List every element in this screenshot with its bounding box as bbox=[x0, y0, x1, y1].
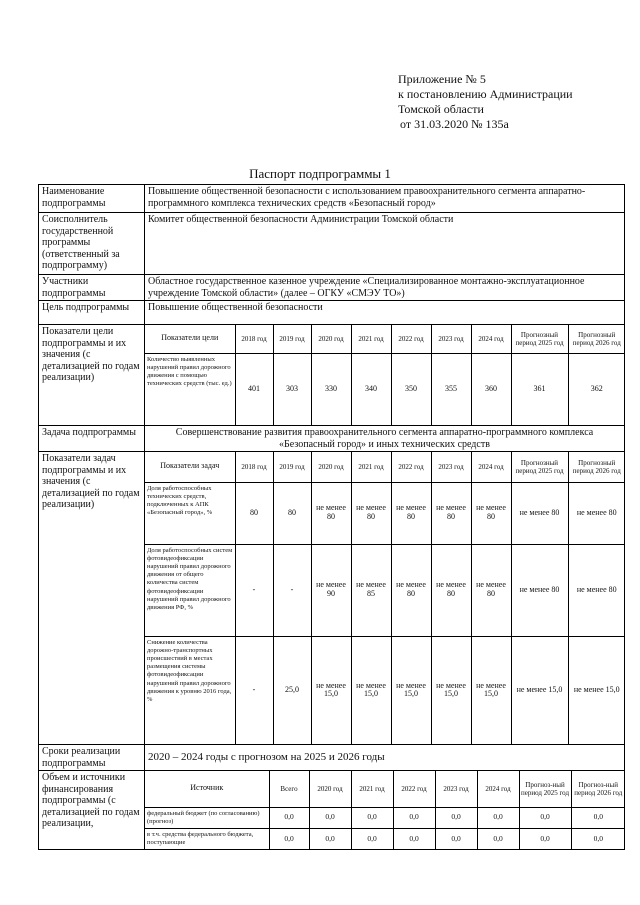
finance-2-2026: 0,0 bbox=[571, 828, 625, 849]
goal-header-2022: 2022 год bbox=[391, 325, 431, 353]
task-header-2025: Прогнозный период 2025 год bbox=[511, 452, 568, 482]
task-1-2026: не менее 80 bbox=[568, 482, 625, 544]
finance-header-source: Источник bbox=[145, 771, 269, 807]
finance-cell bbox=[145, 771, 625, 850]
finance-header-2023: 2023 год bbox=[435, 771, 477, 807]
task-2-2025: не менее 80 bbox=[511, 544, 568, 636]
task-header-2024: 2024 год bbox=[471, 452, 511, 482]
task-1-2020: не менее 80 bbox=[311, 482, 351, 544]
task-1-2018: 80 bbox=[235, 482, 273, 544]
task-header-2021: 2021 год bbox=[351, 452, 391, 482]
task-header-indicator: Показатели задач bbox=[145, 452, 235, 482]
goal-indicators-label: Показатели цели подпрограммы и их значения (с детализацией по годам реализации) bbox=[39, 325, 145, 426]
name-label: Наименование подпрограммы bbox=[39, 185, 145, 213]
document-title: Паспорт подпрограммы 1 bbox=[249, 166, 391, 181]
task-label: Задача подпрограммы bbox=[39, 426, 145, 452]
coexecutor-label: Соисполнитель государственной программы (ответственный за подпрограмму) bbox=[39, 213, 145, 275]
finance-1-2022: 0,0 bbox=[393, 807, 435, 828]
finance-1-2020: 0,0 bbox=[309, 807, 351, 828]
appendix-line-3: Томской области bbox=[398, 102, 484, 116]
finance-row-2 bbox=[145, 828, 625, 849]
finance-header-row bbox=[145, 771, 625, 807]
finance-2-2023: 0,0 bbox=[435, 828, 477, 849]
task-2-2022: не менее 80 bbox=[391, 544, 431, 636]
finance-table bbox=[145, 771, 625, 849]
finance-header-2024: 2024 год bbox=[477, 771, 519, 807]
task-2-2026: не менее 80 bbox=[568, 544, 625, 636]
task-1-2024: не менее 80 bbox=[471, 482, 511, 544]
task-header-2020: 2020 год bbox=[311, 452, 351, 482]
appendix-block bbox=[398, 72, 573, 132]
task-2-2021: не менее 85 bbox=[351, 544, 391, 636]
goal-value-2025: 361 bbox=[511, 353, 568, 425]
finance-2-total: 0,0 bbox=[269, 828, 309, 849]
appendix-line-1: Приложение № 5 bbox=[398, 72, 486, 86]
finance-2-2021: 0,0 bbox=[351, 828, 393, 849]
finance-1-source: федеральный бюджет (по согласованию) (прогноз) bbox=[145, 807, 269, 828]
finance-1-2026: 0,0 bbox=[571, 807, 625, 828]
finance-1-total: 0,0 bbox=[269, 807, 309, 828]
task-2-2018: - bbox=[235, 544, 273, 636]
task-2-indicator: Доля работоспособных систем фотовидеофиксации нарушений правил дорожного движения от общего количества систем фотовидеофиксации нарушений правил дорожного движения РФ, % bbox=[145, 544, 235, 636]
participants-value: Областное государственное казенное учреждение «Специализированное монтажно-эксплуатационное учреждение Томской области» (далее – ОГКУ «СМЭУ ТО») bbox=[145, 275, 625, 301]
task-3-2019: 25,0 bbox=[273, 636, 311, 744]
terms-value: 2020 – 2024 годы с прогнозом на 2025 и 2026 годы bbox=[145, 745, 625, 771]
task-3-indicator: Снижение количества дорожно-транспортных происшествий в местах размещения системы фотовидеофиксации нарушений правил дорожного движения к уровню 2016 года, % bbox=[145, 636, 235, 744]
finance-header-2025: Прогноз-ный период 2025 год bbox=[519, 771, 571, 807]
task-row-2 bbox=[145, 544, 625, 636]
task-header-2026: Прогнозный период 2026 год bbox=[568, 452, 625, 482]
finance-1-2021: 0,0 bbox=[351, 807, 393, 828]
goal-indicator-name: Количество выявленных нарушений правил дорожного движения с помощью технических средств (тыс. ед.) bbox=[145, 353, 235, 425]
task-1-2022: не менее 80 bbox=[391, 482, 431, 544]
finance-2-2022: 0,0 bbox=[393, 828, 435, 849]
task-2-2019: - bbox=[273, 544, 311, 636]
goal-indicators-cell bbox=[145, 325, 625, 426]
finance-header-total: Всего bbox=[269, 771, 309, 807]
finance-2-2020: 0,0 bbox=[309, 828, 351, 849]
goal-header-2023: 2023 год bbox=[431, 325, 471, 353]
goal-value-2021: 340 bbox=[351, 353, 391, 425]
goal-value: Повышение общественной безопасности bbox=[145, 301, 625, 325]
finance-2-source: в т.ч. средства федерального бюджета, поступающие bbox=[145, 828, 269, 849]
goal-value-2026: 362 bbox=[568, 353, 625, 425]
task-3-2021: не менее 15,0 bbox=[351, 636, 391, 744]
task-1-2025: не менее 80 bbox=[511, 482, 568, 544]
task-header-row bbox=[145, 452, 625, 482]
name-value: Повышение общественной безопасности с использованием правоохранительного сегмента аппаратно-программного комплекса технических средств «Безопасный город» bbox=[145, 185, 625, 213]
goal-value-2023: 355 bbox=[431, 353, 471, 425]
goal-value-2019: 303 bbox=[273, 353, 311, 425]
goal-header-2025: Прогнозный период 2025 год bbox=[511, 325, 568, 353]
finance-2-2024: 0,0 bbox=[477, 828, 519, 849]
goal-header-indicator: Показатели цели bbox=[145, 325, 235, 353]
goal-value-2020: 330 bbox=[311, 353, 351, 425]
task-indicators-table bbox=[145, 452, 625, 744]
task-1-2019: 80 bbox=[273, 482, 311, 544]
goal-header-2019: 2019 год bbox=[273, 325, 311, 353]
finance-1-2024: 0,0 bbox=[477, 807, 519, 828]
appendix-line-4: от 31.03.2020 № 135а bbox=[400, 117, 509, 131]
finance-header-2021: 2021 год bbox=[351, 771, 393, 807]
task-3-2025: не менее 15,0 bbox=[511, 636, 568, 744]
task-row-3 bbox=[145, 636, 625, 744]
task-header-2022: 2022 год bbox=[391, 452, 431, 482]
appendix-line-2: к постановлению Администрации bbox=[398, 87, 573, 101]
finance-2-2025: 0,0 bbox=[519, 828, 571, 849]
goal-data-row bbox=[145, 353, 625, 425]
finance-label: Объем и источники финансирования подпрограммы (с детализацией по годам реализации, bbox=[39, 771, 145, 850]
goal-header-2026: Прогнозный период 2026 год bbox=[568, 325, 625, 353]
task-3-2022: не менее 15,0 bbox=[391, 636, 431, 744]
task-3-2020: не менее 15,0 bbox=[311, 636, 351, 744]
task-1-2023: не менее 80 bbox=[431, 482, 471, 544]
task-1-indicator: Доля работоспособных технических средств, подключенных к АПК «Безопасный город», % bbox=[145, 482, 235, 544]
task-header-2018: 2018 год bbox=[235, 452, 273, 482]
passport-table bbox=[38, 184, 625, 850]
task-indicators-cell bbox=[145, 452, 625, 745]
finance-1-2023: 0,0 bbox=[435, 807, 477, 828]
task-2-2020: не менее 90 bbox=[311, 544, 351, 636]
task-row-1 bbox=[145, 482, 625, 544]
goal-value-2024: 360 bbox=[471, 353, 511, 425]
goal-header-row bbox=[145, 325, 625, 353]
task-3-2023: не менее 15,0 bbox=[431, 636, 471, 744]
task-1-2021: не менее 80 bbox=[351, 482, 391, 544]
goal-value-2018: 401 bbox=[235, 353, 273, 425]
goal-indicators-table bbox=[145, 325, 625, 425]
goal-header-2020: 2020 год bbox=[311, 325, 351, 353]
terms-label: Сроки реализации подпрограммы bbox=[39, 745, 145, 771]
finance-header-2022: 2022 год bbox=[393, 771, 435, 807]
task-2-2024: не менее 80 bbox=[471, 544, 511, 636]
goal-header-2024: 2024 год bbox=[471, 325, 511, 353]
finance-1-2025: 0,0 bbox=[519, 807, 571, 828]
task-3-2026: не менее 15,0 bbox=[568, 636, 625, 744]
finance-row-1 bbox=[145, 807, 625, 828]
goal-header-2021: 2021 год bbox=[351, 325, 391, 353]
task-2-2023: не менее 80 bbox=[431, 544, 471, 636]
goal-value-2022: 350 bbox=[391, 353, 431, 425]
participants-label: Участники подпрограммы bbox=[39, 275, 145, 301]
task-3-2018: - bbox=[235, 636, 273, 744]
finance-header-2026: Прогноз-ный период 2026 год bbox=[571, 771, 625, 807]
goal-header-2018: 2018 год bbox=[235, 325, 273, 353]
task-header-2023: 2023 год bbox=[431, 452, 471, 482]
finance-header-2020: 2020 год bbox=[309, 771, 351, 807]
task-value: Совершенствование развития правоохранительного сегмента аппаратно-программного комплекса «Безопасный город» и иных технических средств bbox=[145, 426, 625, 452]
coexecutor-value: Комитет общественной безопасности Администрации Томской области bbox=[145, 213, 625, 275]
task-3-2024: не менее 15,0 bbox=[471, 636, 511, 744]
goal-label: Цель подпрограммы bbox=[39, 301, 145, 325]
task-header-2019: 2019 год bbox=[273, 452, 311, 482]
task-indicators-label: Показатели задач подпрограммы и их значения (с детализацией по годам реализации) bbox=[39, 452, 145, 745]
